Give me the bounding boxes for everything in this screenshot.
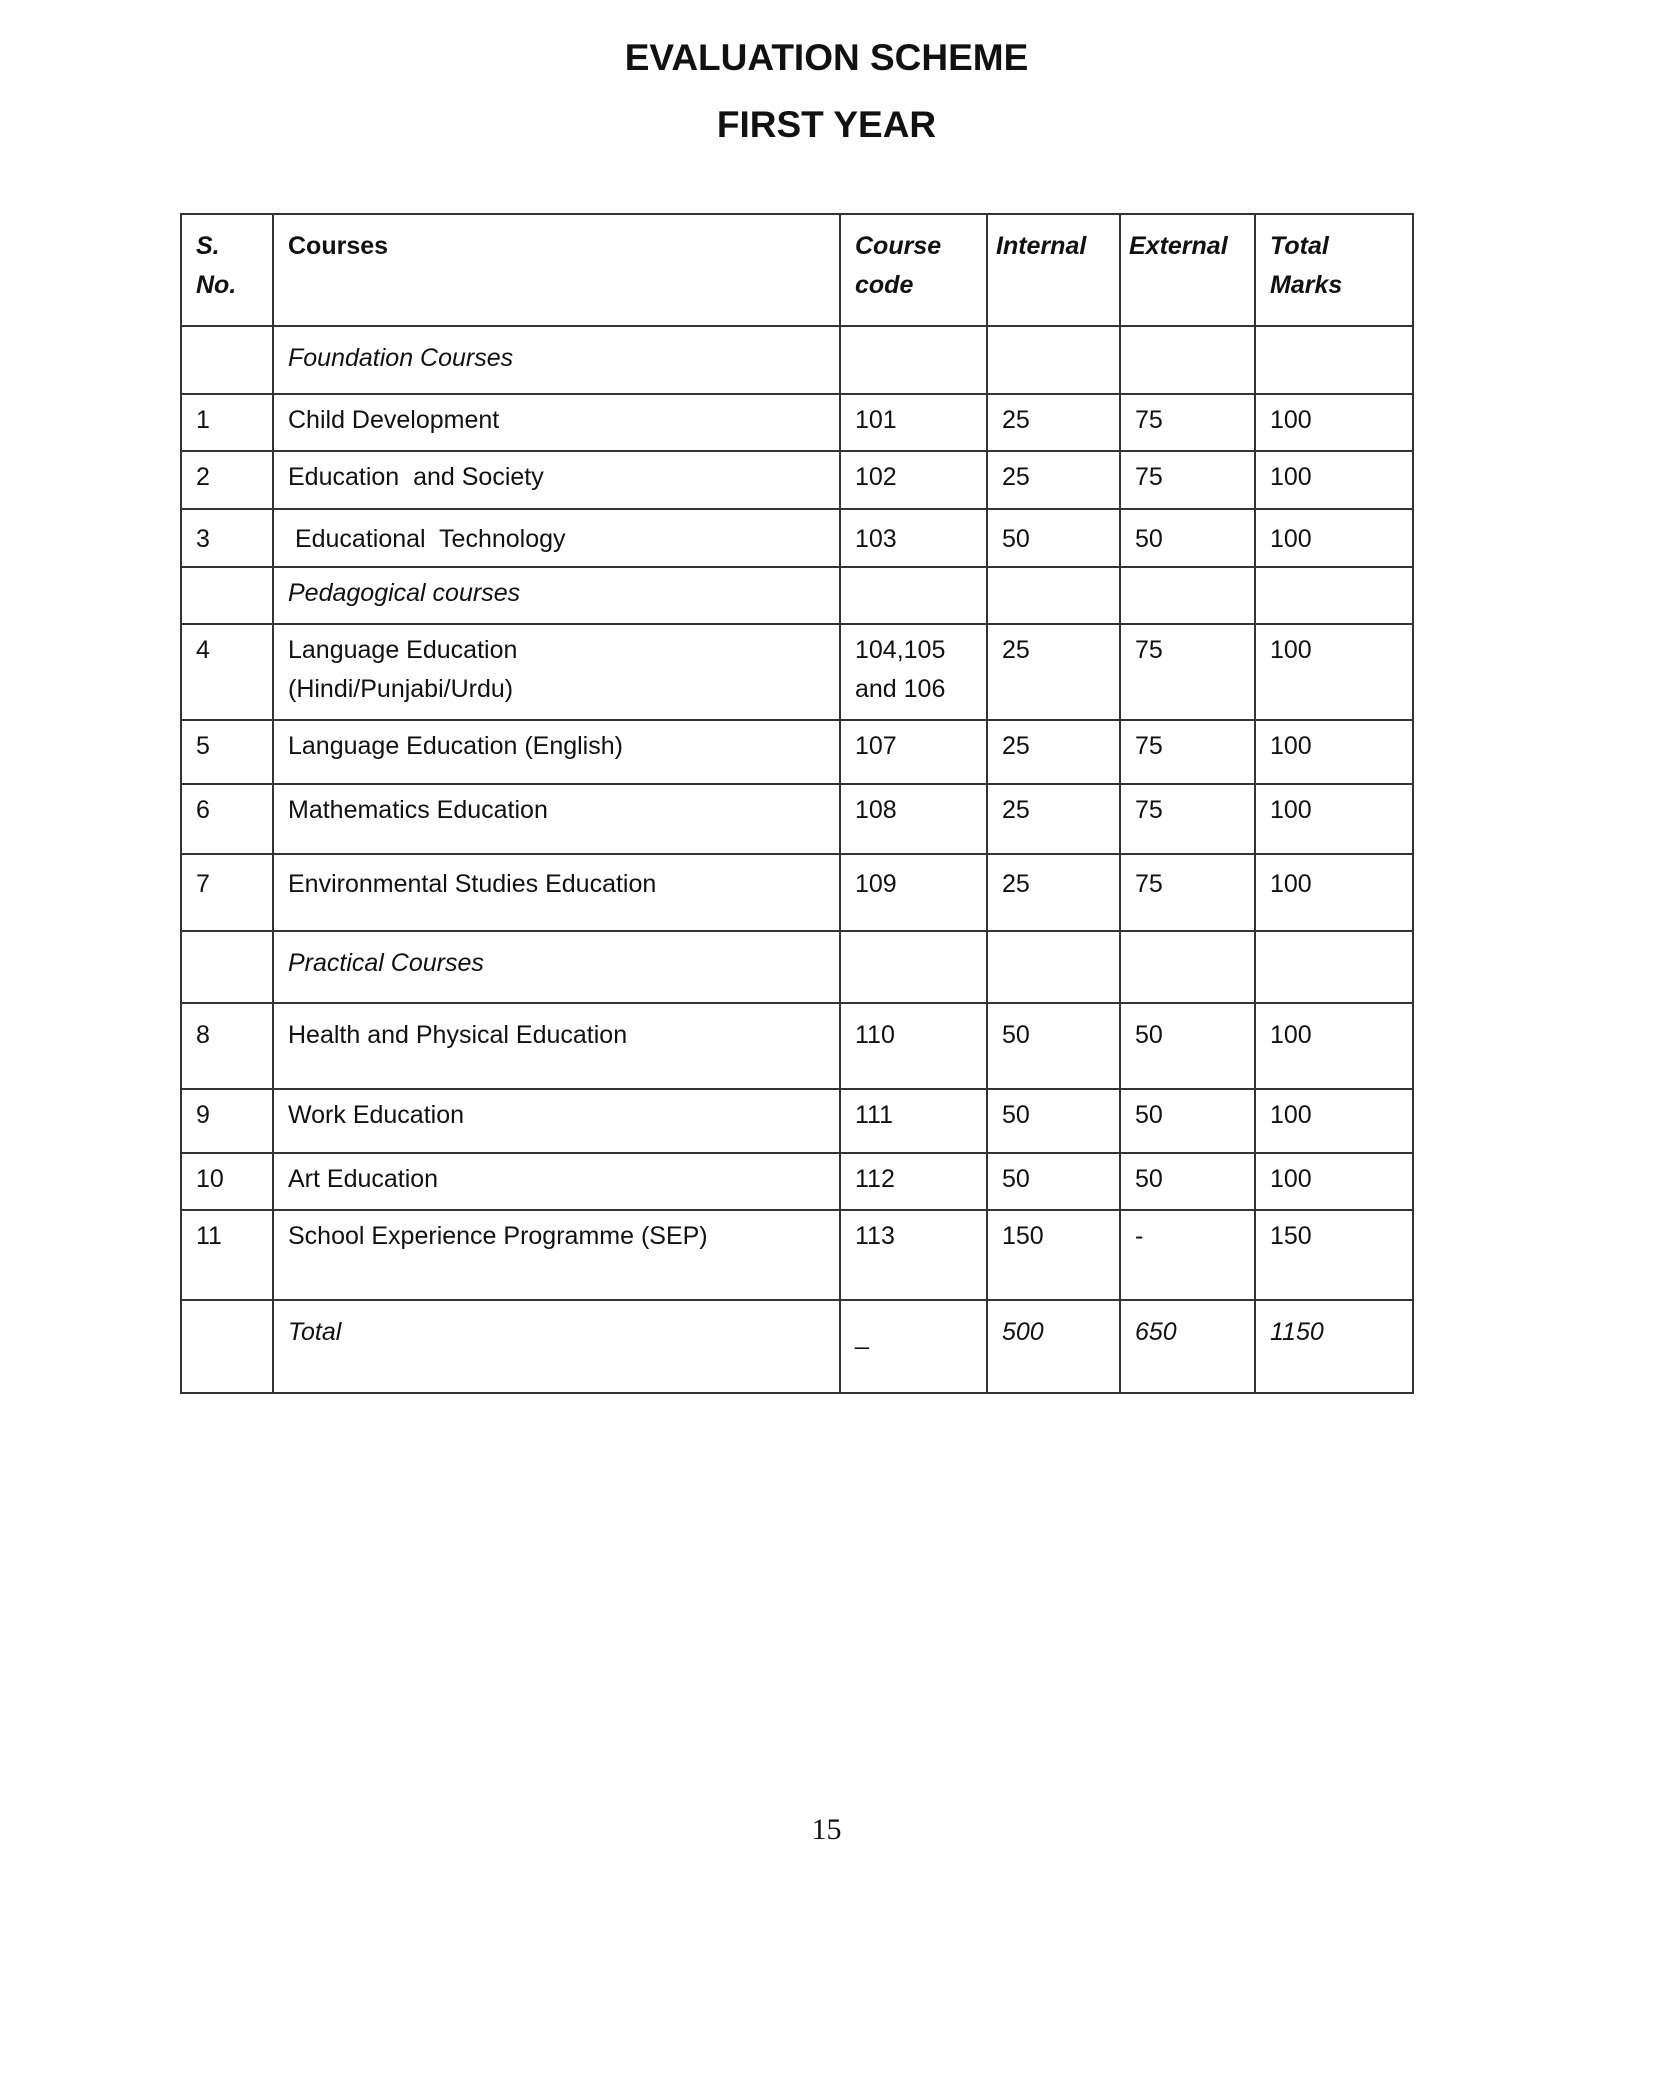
row-code: 111 bbox=[840, 1089, 987, 1153]
row-internal: 50 bbox=[987, 1089, 1120, 1153]
empty-cell bbox=[181, 1300, 273, 1393]
section-label: Practical Courses bbox=[273, 931, 840, 1003]
row-total: 100 bbox=[1255, 624, 1413, 720]
row-external: 75 bbox=[1120, 854, 1255, 931]
row-sno: 5 bbox=[181, 720, 273, 784]
row-external: 50 bbox=[1120, 1089, 1255, 1153]
row-internal: 25 bbox=[987, 784, 1120, 854]
table-row bbox=[181, 509, 1413, 567]
table-row bbox=[181, 1210, 1413, 1300]
row-internal: 25 bbox=[987, 624, 1120, 720]
total-row bbox=[181, 1300, 1413, 1393]
row-internal: 50 bbox=[987, 509, 1120, 567]
row-sno: 8 bbox=[181, 1003, 273, 1089]
row-external: 75 bbox=[1120, 394, 1255, 451]
row-external: 50 bbox=[1120, 1003, 1255, 1089]
table-row bbox=[181, 1003, 1413, 1089]
table-row bbox=[181, 854, 1413, 931]
row-internal: 25 bbox=[987, 451, 1120, 509]
section-row-pedagogical bbox=[181, 567, 1413, 624]
table-row bbox=[181, 394, 1413, 451]
row-total: 100 bbox=[1255, 720, 1413, 784]
row-sno: 4 bbox=[181, 624, 273, 720]
row-code: 101 bbox=[840, 394, 987, 451]
total-marks: 1150 bbox=[1255, 1300, 1413, 1393]
row-total: 100 bbox=[1255, 1003, 1413, 1089]
row-sno: 3 bbox=[181, 509, 273, 567]
row-course: Education and Society bbox=[273, 451, 840, 509]
row-course: Art Education bbox=[273, 1153, 840, 1210]
row-course: Mathematics Education bbox=[273, 784, 840, 854]
row-external: 75 bbox=[1120, 720, 1255, 784]
row-total: 100 bbox=[1255, 1153, 1413, 1210]
row-internal: 150 bbox=[987, 1210, 1120, 1300]
empty-cell bbox=[181, 931, 273, 1003]
row-course: Environmental Studies Education bbox=[273, 854, 840, 931]
row-sno: 2 bbox=[181, 451, 273, 509]
table-row bbox=[181, 451, 1413, 509]
row-code: 112 bbox=[840, 1153, 987, 1210]
header-course-code: Course code bbox=[840, 214, 987, 326]
section-row-foundation bbox=[181, 326, 1413, 394]
row-internal: 25 bbox=[987, 854, 1120, 931]
table-row bbox=[181, 624, 1413, 720]
total-label: Total bbox=[273, 1300, 840, 1393]
header-total-marks: Total Marks bbox=[1255, 214, 1413, 326]
row-external: - bbox=[1120, 1210, 1255, 1300]
section-row-practical bbox=[181, 931, 1413, 1003]
header-sno: S. No. bbox=[181, 214, 273, 326]
row-sno: 10 bbox=[181, 1153, 273, 1210]
row-course: Work Education bbox=[273, 1089, 840, 1153]
row-course: Child Development bbox=[273, 394, 840, 451]
row-sno: 6 bbox=[181, 784, 273, 854]
total-internal: 500 bbox=[987, 1300, 1120, 1393]
row-sno: 9 bbox=[181, 1089, 273, 1153]
header-external: External bbox=[1120, 214, 1255, 326]
row-total: 100 bbox=[1255, 451, 1413, 509]
row-code: 107 bbox=[840, 720, 987, 784]
row-course: Language Education (Hindi/Punjabi/Urdu) bbox=[273, 624, 840, 720]
row-total: 100 bbox=[1255, 394, 1413, 451]
row-course: School Experience Programme (SEP) bbox=[273, 1210, 840, 1300]
table-row bbox=[181, 720, 1413, 784]
row-internal: 25 bbox=[987, 394, 1120, 451]
row-code: 109 bbox=[840, 854, 987, 931]
table-row bbox=[181, 1153, 1413, 1210]
row-external: 75 bbox=[1120, 784, 1255, 854]
row-code: 113 bbox=[840, 1210, 987, 1300]
row-course: Educational Technology bbox=[273, 509, 840, 567]
evaluation-scheme-table bbox=[180, 213, 1414, 1394]
empty-cell bbox=[181, 326, 273, 394]
row-code: 110 bbox=[840, 1003, 987, 1089]
row-total: 150 bbox=[1255, 1210, 1413, 1300]
row-sno: 1 bbox=[181, 394, 273, 451]
total-external: 650 bbox=[1120, 1300, 1255, 1393]
section-label: Foundation Courses bbox=[273, 326, 840, 394]
page-title: EVALUATION SCHEME bbox=[624, 37, 1029, 78]
page-subtitle: FIRST YEAR bbox=[716, 104, 937, 145]
total-code: _ bbox=[840, 1300, 987, 1393]
row-external: 75 bbox=[1120, 451, 1255, 509]
table-header-row bbox=[181, 214, 1413, 326]
row-external: 50 bbox=[1120, 509, 1255, 567]
section-label: Pedagogical courses bbox=[273, 567, 840, 624]
row-course: Language Education (English) bbox=[273, 720, 840, 784]
row-code: 104,105 and 106 bbox=[840, 624, 987, 720]
row-total: 100 bbox=[1255, 1089, 1413, 1153]
row-course: Health and Physical Education bbox=[273, 1003, 840, 1089]
row-sno: 7 bbox=[181, 854, 273, 931]
row-total: 100 bbox=[1255, 509, 1413, 567]
row-sno: 11 bbox=[181, 1210, 273, 1300]
page-number: 15 bbox=[811, 1813, 842, 1846]
table-row bbox=[181, 784, 1413, 854]
row-total: 100 bbox=[1255, 784, 1413, 854]
row-internal: 25 bbox=[987, 720, 1120, 784]
row-external: 75 bbox=[1120, 624, 1255, 720]
header-courses: Courses bbox=[273, 214, 840, 326]
row-external: 50 bbox=[1120, 1153, 1255, 1210]
empty-cell bbox=[181, 567, 273, 624]
row-code: 108 bbox=[840, 784, 987, 854]
row-internal: 50 bbox=[987, 1003, 1120, 1089]
row-code: 102 bbox=[840, 451, 987, 509]
row-internal: 50 bbox=[987, 1153, 1120, 1210]
row-total: 100 bbox=[1255, 854, 1413, 931]
header-internal: Internal bbox=[987, 214, 1120, 326]
table-row bbox=[181, 1089, 1413, 1153]
row-code: 103 bbox=[840, 509, 987, 567]
